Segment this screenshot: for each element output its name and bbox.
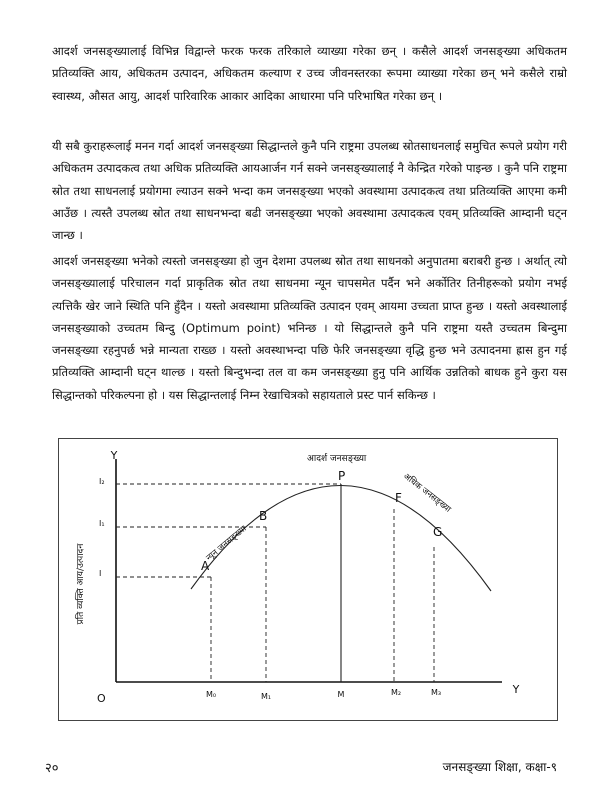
label-over-population: अधिक जनसङ्ख्या bbox=[401, 471, 453, 515]
label-optimum-population: आदर्श जनसङ्ख्या bbox=[307, 454, 367, 464]
book-title: जनसङ्ख्या शिक्षा, कक्षा-९ bbox=[442, 760, 557, 774]
mark-m1: M₁ bbox=[260, 692, 272, 701]
point-f: F bbox=[395, 491, 402, 505]
point-a: A bbox=[201, 559, 210, 573]
origin-label: O bbox=[97, 692, 106, 705]
income-level-i1: I₁ bbox=[99, 519, 105, 528]
point-p: P bbox=[338, 469, 346, 483]
y-axis-letter: Y bbox=[110, 449, 118, 462]
income-level-i2: I₂ bbox=[99, 477, 105, 486]
optimum-population-diagram bbox=[58, 438, 558, 721]
point-g: G bbox=[433, 525, 443, 539]
paragraph-1: आदर्श जनसङ्ख्यालाई विभिन्न विद्वान्ले फरक फरक तरिकाले व्याख्या गरेका छन् । कसैले आदर्श जनसङ्ख्या अधिकतम प्रतिव्यक्ति आय, अधिकतम उत्पादन, अधिकतम कल्याण र उच्च जीवनस्तरका रूपमा व्याख्या गरेका छन् भने कसैले राम्रो स्वास्थ्य, औसत आयु, आदर्श पारिवारिक आकार आदिका आधारमा पनि परिभाषित गरेका छन् । bbox=[52, 44, 567, 103]
mark-m: M bbox=[337, 690, 345, 699]
income-level-i: I bbox=[99, 569, 102, 578]
page-number: २० bbox=[45, 761, 59, 776]
mark-m2: M₂ bbox=[390, 688, 402, 697]
y-axis-title: प्रति व्यक्ति आय/उत्पादन bbox=[76, 543, 86, 625]
paragraph-3: आदर्श जनसङ्ख्या भनेको त्यस्तो जनसङ्ख्या हो जुन देशमा उपलब्ध स्रोत तथा साधनको अनुपातमा बराबरी हुन्छ । अर्थात् त्यो जनसङ्ख्यालाई परिचालन गर्दा प्राकृतिक स्रोत तथा साधनमा न्यून चापसमेत पर्दैन भने अर्कोतिर तिनीहरूको प्रयोग नभई त्यत्तिकै खेर जाने स्थिति पनि हुँदैन । यस्तो अवस्थामा प्रतिव्यक्ति उत्पादन एवम् आयमा उच्चता प्राप्त हुन्छ । यस्तो अवस्थालाई जनसङ्ख्याको उच्चतम बिन्दु (Optimum point) भनिन्छ । यो सिद्धान्तले कुनै पनि राष्ट्रमा यस्तै उच्चतम बिन्दुमा जनसङ्ख्या रहनुपर्छ भन्ने मान्यता राख्छ । यस्तो अवस्थाभन्दा पछि फेरि जनसङ्ख्या वृद्धि हुन्छ भने उत्पादनमा ह्रास हुन गई प्रतिव्यक्ति आम्दानी घट्न थाल्छ । यस्तो बिन्दुभन्दा तल वा कम जनसङ्ख्या हुनु पनि आर्थिक उन्नतिको बाधक हुने कुरा यस सिद्धान्तको परिकल्पना हो । यस सिद्धान्तलाई निम्न रेखाचित्रको सहायताले प्रस्ट पार्न सकिन्छ । bbox=[52, 254, 567, 402]
point-b: B bbox=[259, 509, 268, 523]
label-under-population: न्यून जनसङ्ख्या bbox=[204, 524, 249, 564]
mark-m3: M₃ bbox=[430, 688, 442, 697]
x-axis-letter: Y bbox=[512, 683, 520, 696]
paragraph-2: यी सबै कुराहरूलाई मनन गर्दा आदर्श जनसङ्ख्या सिद्धान्तले कुनै पनि राष्ट्रमा उपलब्ध स्रोतसाधनलाई समुचित रूपले प्रयोग गरी अधिकतम उत्पादकत्व तथा अधिक प्रतिव्यक्ति आयआर्जन गर्न सक्ने जनसङ्ख्यालाई नै केन्द्रित गरेको पाइन्छ । कुनै पनि राष्ट्रमा स्रोत तथा साधनलाई प्रयोगमा ल्याउन सक्ने भन्दा कम जनसङ्ख्या भएको अवस्थामा उत्पादकत्व तथा प्रतिव्यक्ति आएमा कमी आउँछ । त्यस्तै उपलब्ध स्रोत तथा साधनभन्दा बढी जनसङ्ख्या भएको अवस्थामा उत्पादकत्व एवम् प्रतिव्यक्ति आम्दानी घट्न जान्छ । bbox=[52, 139, 567, 243]
diagram-svg bbox=[59, 439, 559, 722]
mark-m0: M₀ bbox=[205, 690, 217, 699]
